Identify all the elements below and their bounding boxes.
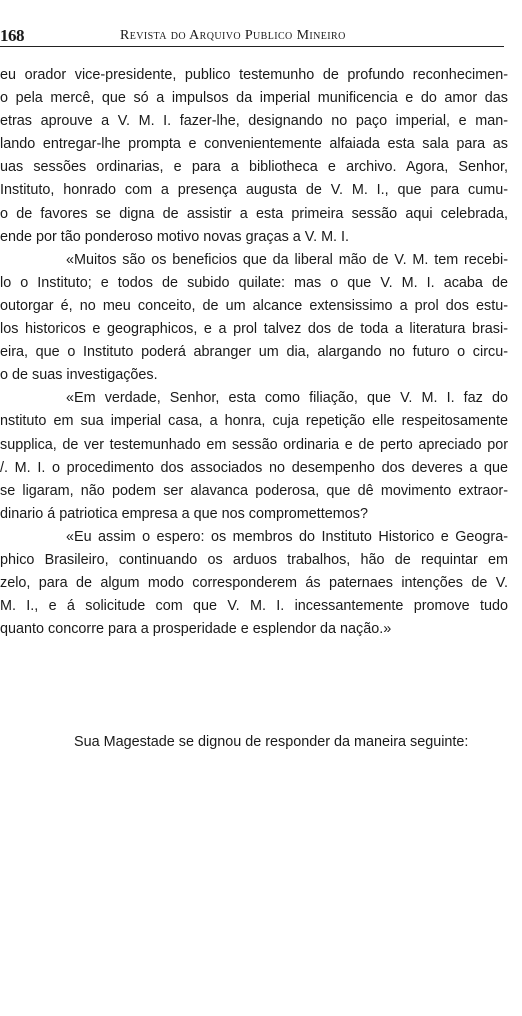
text-line: etras aprouve a V. M. I. fazer-lhe, designando no paço imperial, e man-: [0, 113, 508, 130]
text-line: eu orador vice-presidente, publico testemunho de profundo reconhecimen-: [0, 67, 508, 83]
text-line: eira, que o Instituto poderá abranger um dia, alargando no futuro o circu-: [0, 344, 508, 361]
text-line: lando entregar-lhe prompta e convenientemente alfaiada esta sala para as: [0, 136, 508, 153]
page-header: [0, 26, 504, 48]
text-line: se ligaram, não podem ser alavanca poderosa, que dê movimento extraor-: [0, 482, 508, 499]
text-line: phico Brasileiro, continuando os arduos trabalhos, hão de requintar em: [0, 551, 508, 568]
text-line: M. I., e á solicitude com que V. M. I. incessantemente promove tudo: [0, 598, 508, 615]
text-line: o de suas investigações.: [0, 367, 158, 384]
text-line: lo o Instituto; e todos de subido quilate: mas o que V. M. I. acaba de: [0, 274, 508, 291]
running-title: Revista do Arquivo Publico Mineiro: [120, 28, 346, 43]
header-rule: [0, 46, 504, 47]
text-line: uas sessões ordinarias, e para a bibliotheca e archivo. Agora, Senhor,: [0, 159, 508, 176]
text-line: supplica, de ver testemunhado em sessão ordinaria e de perto apreciado por: [0, 436, 508, 453]
page-number: 168: [0, 26, 24, 45]
text-line: o de favores se digna de assistir a esta primeira sessão aqui celebrada,: [0, 205, 508, 222]
text-line: nstituto em sua imperial casa, a honra, cuja repetição elle respeitosamente: [0, 413, 508, 430]
text-line: «Muitos são os beneficios que da liberal mão de V. M. tem recebi-: [66, 251, 508, 268]
text-line: zelo, para de algum modo corresponderem ás paternaes intenções de V.: [0, 575, 508, 592]
text-line: quanto concorre para a prosperidade e esplendor da nação.»: [0, 621, 392, 638]
text-line: Instituto, honrado com a presença augusta de V. M. I., que para cumu-: [0, 182, 508, 199]
closing-line: Sua Magestade se dignou de responder da maneira seguinte:: [74, 734, 469, 750]
text-line: /. M. I. o procedimento dos associados no desempenho dos deveres a que: [0, 459, 508, 476]
body-text: [0, 64, 508, 641]
text-line: outorgar é, no meu conceito, de um alcance extensissimo a prol dos estu-: [0, 297, 508, 314]
text-line: los historicos e geographicos, e a prol talvez dos de toda a literatura brasi-: [0, 321, 508, 338]
text-line: «Eu assim o espero: os membros do Instituto Historico e Geogra-: [66, 528, 508, 545]
text-line: o pela mercê, que só a impulsos da imperial munificencia e do amor das: [0, 90, 508, 107]
text-line: ende por tão ponderoso motivo novas graças a V. M. I.: [0, 228, 350, 245]
text-line: «Em verdade, Senhor, esta como filiação, que V. M. I. faz do: [66, 390, 508, 407]
text-line: dinario á patriotica empresa a que nos compromettemos?: [0, 505, 368, 522]
